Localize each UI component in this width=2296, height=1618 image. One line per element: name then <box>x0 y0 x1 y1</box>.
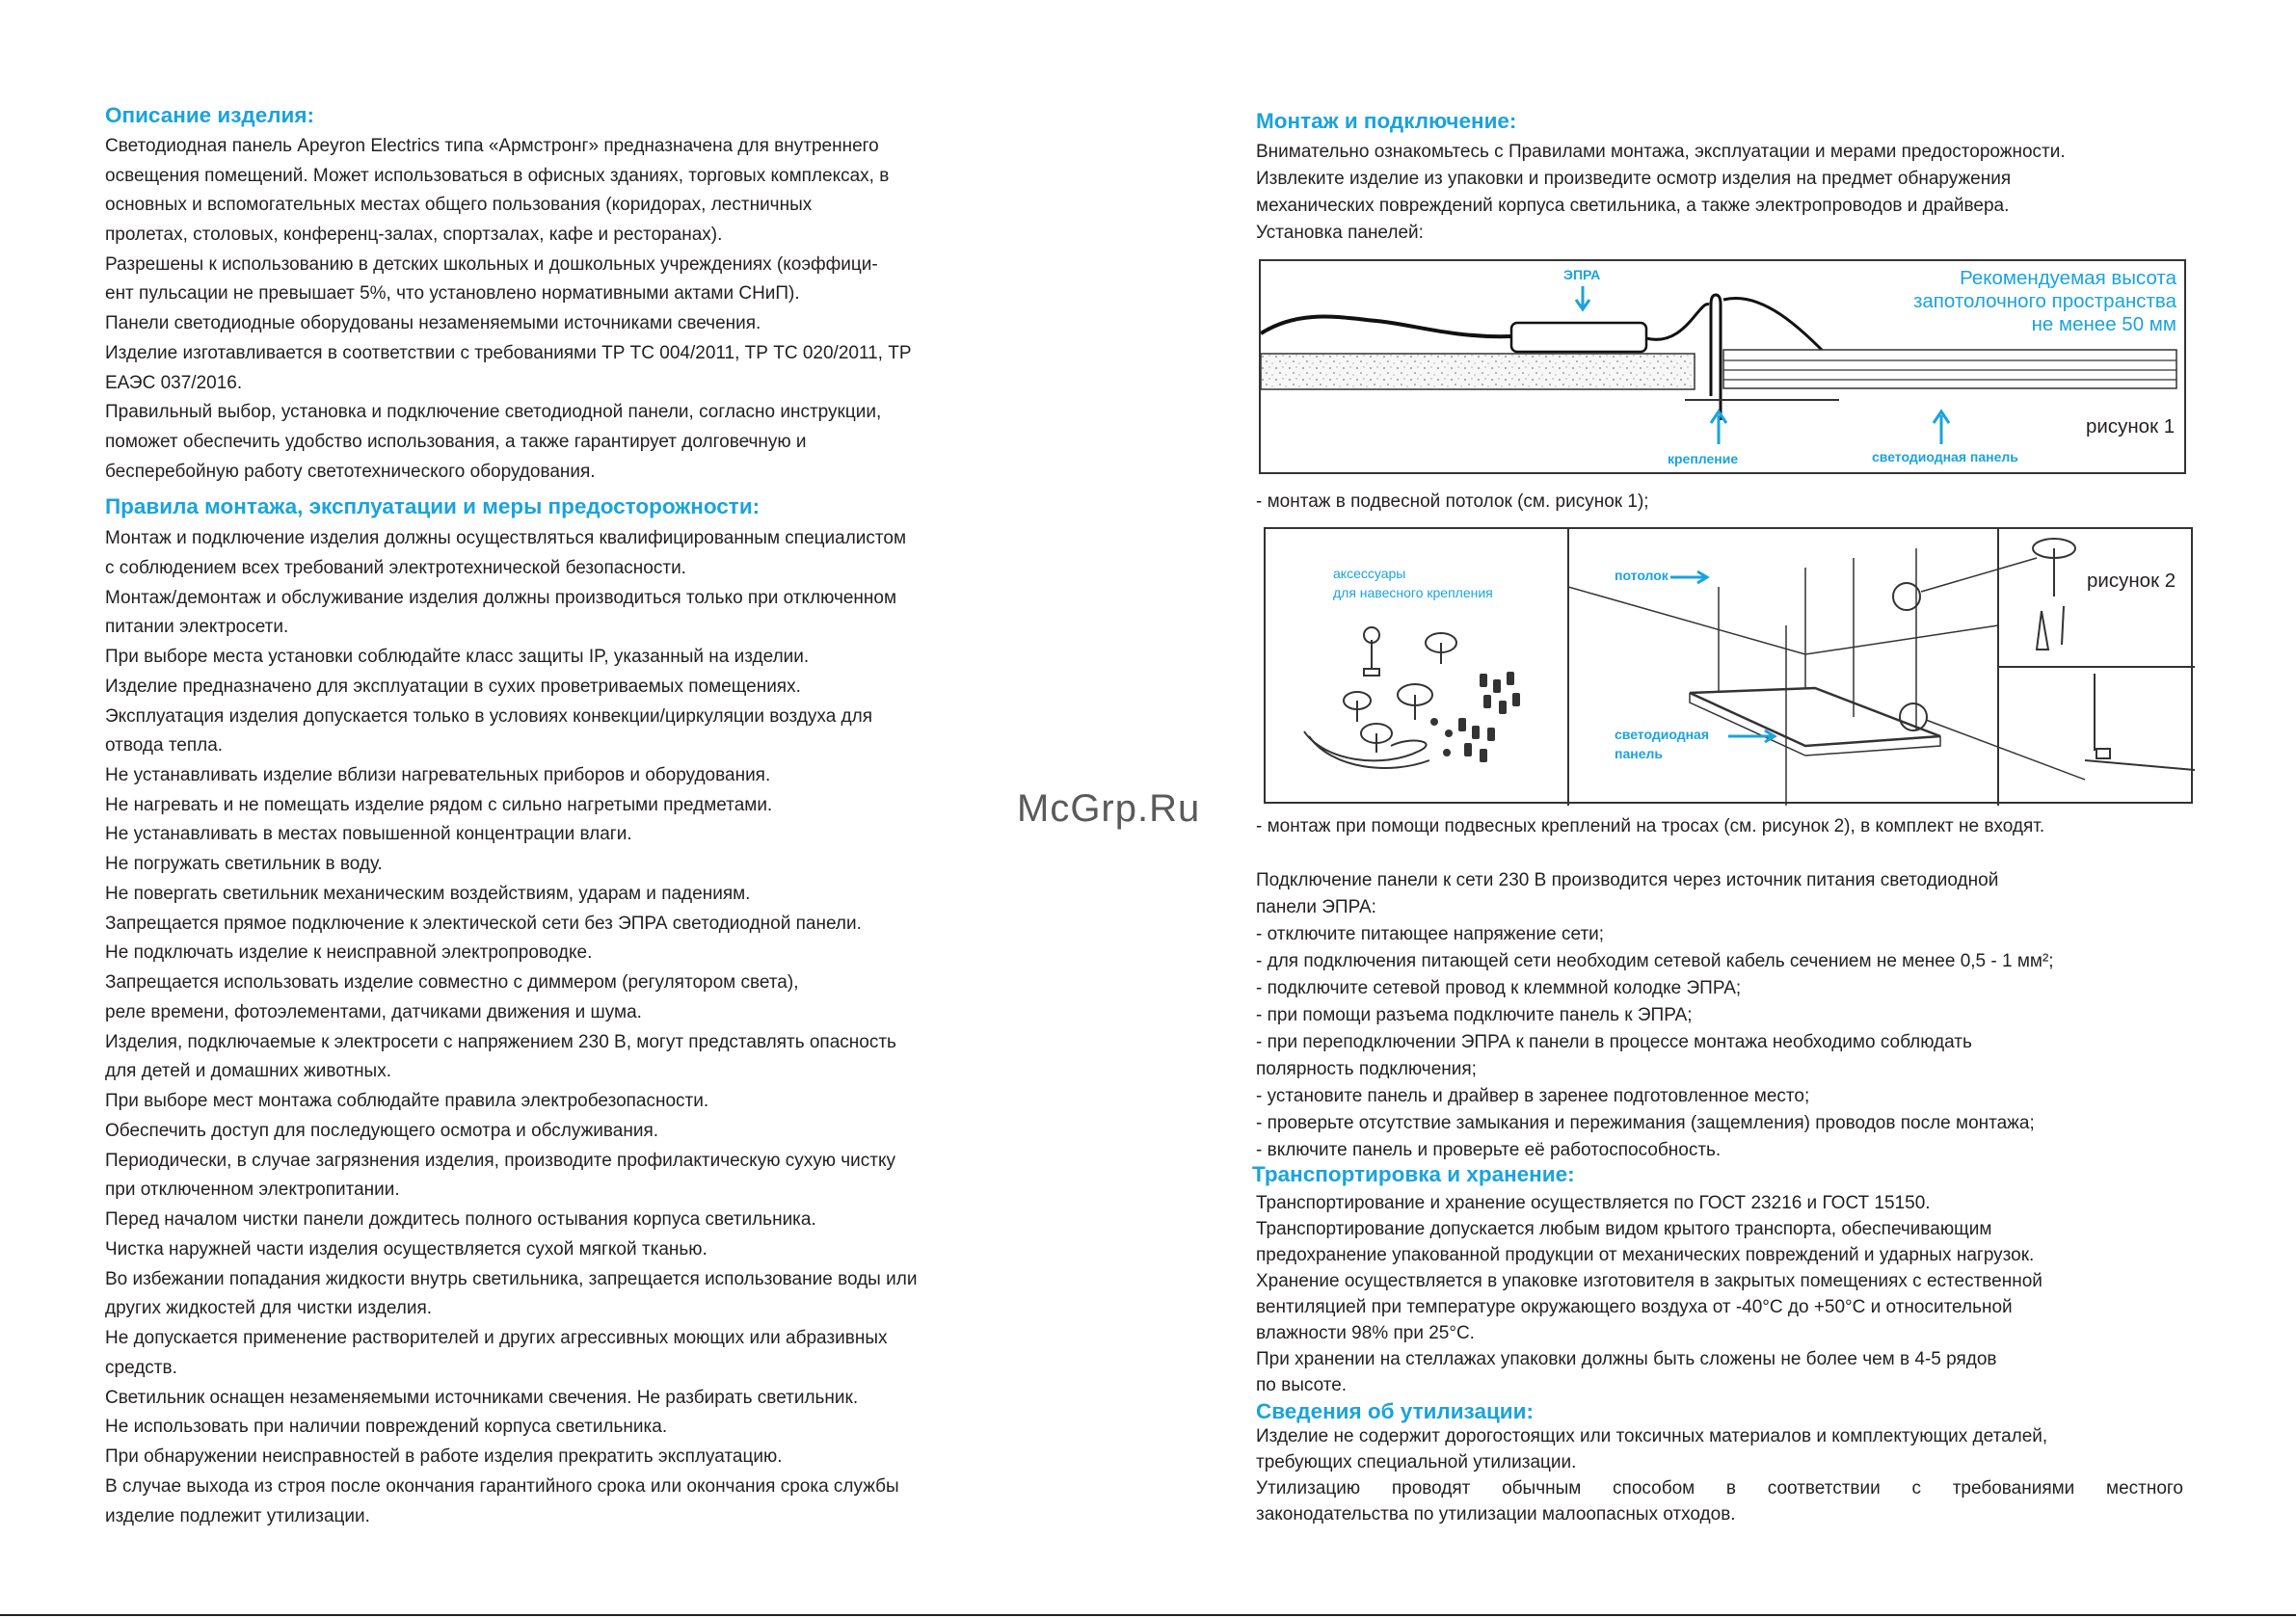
text-line: Монтаж и подключение изделия должны осуществляться квалифицированным специалистом <box>105 528 907 548</box>
text-line: механических повреждений корпуса светильника, а также электропроводов и драйвера. <box>1256 196 2010 216</box>
section-title-mounting: Монтаж и подключение: <box>1256 109 1517 133</box>
text-line: Монтаж/демонтаж и обслуживание изделия должны производиться только при отключенном <box>105 588 897 608</box>
text-line: отвода тепла. <box>105 735 224 756</box>
label-epra: ЭПРА <box>1563 267 1601 282</box>
text-line: Изделия, подключаемые к электросети с напряжением 230 В, могут представлять опасность <box>105 1032 896 1052</box>
text-line: При выборе места установки соблюдайте класс защиты IP, указанный на изделии. <box>105 647 810 667</box>
text-line: Не погружать светильник в воду. <box>105 854 383 874</box>
text-line: пролетах, столовых, конференц-залах, спортзалах, кафе и ресторанах). <box>105 225 723 245</box>
section-title-disposal: Сведения об утилизации: <box>1256 1399 1534 1423</box>
text-line: других жидкостей для чистки изделия. <box>105 1298 433 1318</box>
text-line: влажности 98% при 25°С. <box>1256 1323 1475 1343</box>
text-line: Не нагревать и не помещать изделие рядом с сильно нагретыми предметами. <box>105 795 773 815</box>
panel-arrow-2 <box>1728 730 1775 742</box>
text-line: Изделие изготавливается в соответствии с требованиями ТР ТС 004/2011, ТР ТС 020/2011, ТР <box>105 343 912 363</box>
text-line: законодательства по утилизации малоопасных отходов. <box>1256 1504 1736 1525</box>
section-title-rules: Правила монтажа, эксплуатации и меры предосторожности: <box>105 494 761 518</box>
text-line: Обеспечить доступ для последующего осмотра и обслуживания. <box>105 1121 659 1141</box>
accessories-drawing <box>1304 627 1456 768</box>
figure-1-caption: рисунок 1 <box>2086 415 2176 438</box>
text-line: При обнаружении неисправностей в работе изделия прекратить эксплуатацию. <box>105 1446 783 1467</box>
text-line: Не подключать изделие к неисправной электропроводке. <box>105 942 593 963</box>
text-line: средств. <box>105 1358 177 1378</box>
figure-2-note: - монтаж при помощи подвесных креплений на тросах (см. рисунок 2), в комплект не входят. <box>1256 816 2045 836</box>
text-line: Во избежании попадания жидкости внутрь светильника, запрещается использование воды или <box>105 1269 918 1289</box>
text-line: Не использовать при наличии повреждений корпуса светильника. <box>105 1417 668 1437</box>
label-panel-2: панель <box>1615 746 1663 761</box>
text-line: Запрещается использовать изделие совместно с диммером (регулятором света), <box>105 972 799 993</box>
text-line: Хранение осуществляется в упаковке изготовителя в закрытых помещениях с естественной <box>1256 1271 2042 1291</box>
height-note-line: Рекомендуемая высота <box>1960 267 2176 289</box>
section-title-transport: Транспортировка и хранение: <box>1252 1162 1575 1186</box>
fasteners-drawing <box>1430 672 1520 762</box>
text-line: - отключите питающее напряжение сети; <box>1256 924 1605 944</box>
label-accessories-1: аксессуары <box>1333 566 1406 581</box>
text-line: Изделие предназначено для эксплуатации в сухих проветриваемых помещениях. <box>105 676 801 697</box>
text-line: требующих специальной утилизации. <box>1256 1452 1577 1472</box>
power-cable <box>1261 317 1511 337</box>
text-line: Эксплуатация изделия допускается только в условиях конвекции/циркуляции воздуха для <box>105 706 872 727</box>
text-line: Не устанавливать в местах повышенной концентрации влаги. <box>105 824 632 844</box>
label-mount: крепление <box>1668 451 1739 466</box>
text-line: Светодиодная панель Apeyron Electrics типа «Армстронг» предназначена для внутреннего <box>105 136 879 156</box>
text-line: При хранении на стеллажах упаковки должны быть сложены не более чем в 4-5 рядов <box>1256 1349 1997 1369</box>
text-line: Транспортирование и хранение осуществляется по ГОСТ 23216 и ГОСТ 15150. <box>1256 1193 1931 1213</box>
text-line-justified: Утилизацию проводят обычным способом в соответствии с требованиями местного <box>1256 1478 2183 1499</box>
ceiling-arrow <box>1670 571 1707 583</box>
driver-box <box>1511 323 1646 352</box>
text-line: поможет обеспечить удобство использования, а также гарантирует долговечную и <box>105 432 807 452</box>
figure-2-cable-suspension <box>1264 527 2193 804</box>
label-ceiling: потолок <box>1615 568 1669 583</box>
text-line: ЕАЭС 037/2016. <box>105 373 243 393</box>
text-line: ент пульсации не превышает 5%, что установлено нормативными актами СНиП). <box>105 283 800 304</box>
text-line: полярность подключения; <box>1256 1059 1477 1079</box>
text-line: - установите панель и драйвер в заренее подготовленное место; <box>1256 1086 1810 1106</box>
text-line: Панели светодиодные оборудованы незаменяемыми источниками свечения. <box>105 313 761 333</box>
text-line: Транспортирование допускается любым видом крытого транспорта, обеспечивающим <box>1256 1219 1992 1239</box>
text-line: Разрешены к использованию в детских школьных и дошкольных учреждениях (коэффици- <box>105 254 878 275</box>
text-line: Перед началом чистки панели дождитесь полного остывания корпуса светильника. <box>105 1209 816 1230</box>
text-line: при отключенном электропитании. <box>105 1180 400 1200</box>
text-line: с соблюдением всех требований электротехнической безопасности. <box>105 558 686 578</box>
panel-wire <box>1723 298 1829 358</box>
text-line: Не устанавливать изделие вблизи нагревательных приборов и оборудования. <box>105 765 771 785</box>
text-line: предохранение упакованной продукции от механических повреждений и ударных нагрузок. <box>1256 1245 2035 1265</box>
section-title-description: Описание изделия: <box>105 103 314 127</box>
figure-1-panel-in-ceiling <box>1259 259 2186 474</box>
text-line: Светильник оснащен незаменяемыми источниками свечения. Не разбирать светильник. <box>105 1388 859 1408</box>
text-line: реле времени, фотоэлементами, датчиками движения и шума. <box>105 1002 642 1022</box>
text-line: для детей и домашних животных. <box>105 1061 391 1081</box>
label-led-panel: светодиодная панель <box>1872 449 2018 464</box>
text-line: панели ЭПРА: <box>1256 897 1376 917</box>
panel-arrow <box>1934 411 1949 444</box>
text-line: - для подключения питающей сети необходим сетевой кабель сечением не менее 0,5 - 1 мм²; <box>1256 951 2054 971</box>
text-line: Правильный выбор, установка и подключение светодиодной панели, согласно инструкции, <box>105 402 882 422</box>
bottom-divider <box>0 1614 2296 1616</box>
label-panel-1: светодиодная <box>1615 727 1710 742</box>
text-line: питании электросети. <box>105 617 289 637</box>
text-line: При выборе мест монтажа соблюдайте правила электробезопасности. <box>105 1091 709 1111</box>
text-line: - при переподключении ЭПРА к панели в процессе монтажа необходимо соблюдать <box>1256 1032 1972 1052</box>
text-line: Периодически, в случае загрязнения изделия, производите профилактическую сухую чистку <box>105 1151 896 1171</box>
text-line: Не допускается применение растворителей и других агрессивных моющих или абразивных <box>105 1328 888 1348</box>
text-line: бесперебойную работу светотехнического оборудования. <box>105 462 596 482</box>
led-panel <box>1723 350 2176 388</box>
text-line: - подключите сетевой провод к клеммной колодке ЭПРА; <box>1256 978 1742 998</box>
text-line: Извлеките изделие из упаковки и произведите осмотр изделия на предмет обнаружения <box>1256 169 2012 189</box>
text-line: основных и вспомогательных местах общего пользования (коридорах, лестничных <box>105 195 813 215</box>
text-line: изделие подлежит утилизации. <box>105 1506 370 1526</box>
text-line: вентиляцией при температуре окружающего воздуха от -40°С до +50°С и относительной <box>1256 1297 2013 1317</box>
figure-1-note: - монтаж в подвесной потолок (см. рисунок 1); <box>1256 491 1649 512</box>
text-line: Запрещается прямое подключение к электической сети без ЭПРА светодиодной панели. <box>105 914 862 934</box>
text-line: Установка панелей: <box>1256 223 1424 243</box>
figure-2-caption: рисунок 2 <box>2087 570 2176 592</box>
text-line: - включите панель и проверьте её работоспособность. <box>1256 1140 1722 1160</box>
label-height-note <box>1913 267 2176 336</box>
text-line: Чистка наружней части изделия осуществляется сухой мягкой тканью. <box>105 1239 707 1260</box>
label-accessories-2: для навесного крепления <box>1333 585 1493 600</box>
text-line: - проверьте отсутствие замыкания и пережимания (защемления) проводов после монтажа; <box>1256 1113 2035 1133</box>
text-line: - при помощи разъема подключите панель к ЭПРА; <box>1256 1005 1693 1025</box>
height-note-line: запотолочного пространства <box>1913 290 2176 312</box>
watermark: McGrp.Ru <box>1017 787 1201 830</box>
text-line: В случае выхода из строя после окончания гарантийного срока или окончания срока службы <box>105 1476 899 1497</box>
text-line: Внимательно ознакомьтесь с Правилами монтажа, эксплуатации и мерами предосторожности. <box>1256 142 2066 162</box>
text-line: Подключение панели к сети 230 В производится через источник питания светодиодной <box>1256 870 1999 890</box>
height-note-line: не менее 50 мм <box>2031 313 2176 335</box>
driver-wire <box>1646 305 1709 340</box>
suspended-panel-drawing <box>1568 548 2085 806</box>
mount-hook <box>1711 295 1721 420</box>
text-line: по высоте. <box>1256 1375 1348 1395</box>
mount-arrow <box>1711 411 1726 444</box>
ceiling-slab <box>1261 354 1695 389</box>
text-line: освещения помещений. Может использоваться в офисных зданиях, торговых комплексах, в <box>105 166 890 186</box>
epra-arrow <box>1576 286 1589 309</box>
text-line: Изделие не содержит дорогостоящих или токсичных материалов и комплектующих деталей, <box>1256 1426 2048 1446</box>
text-line: Не повергать светильник механическим воздействиям, ударам и падениям. <box>105 884 751 904</box>
